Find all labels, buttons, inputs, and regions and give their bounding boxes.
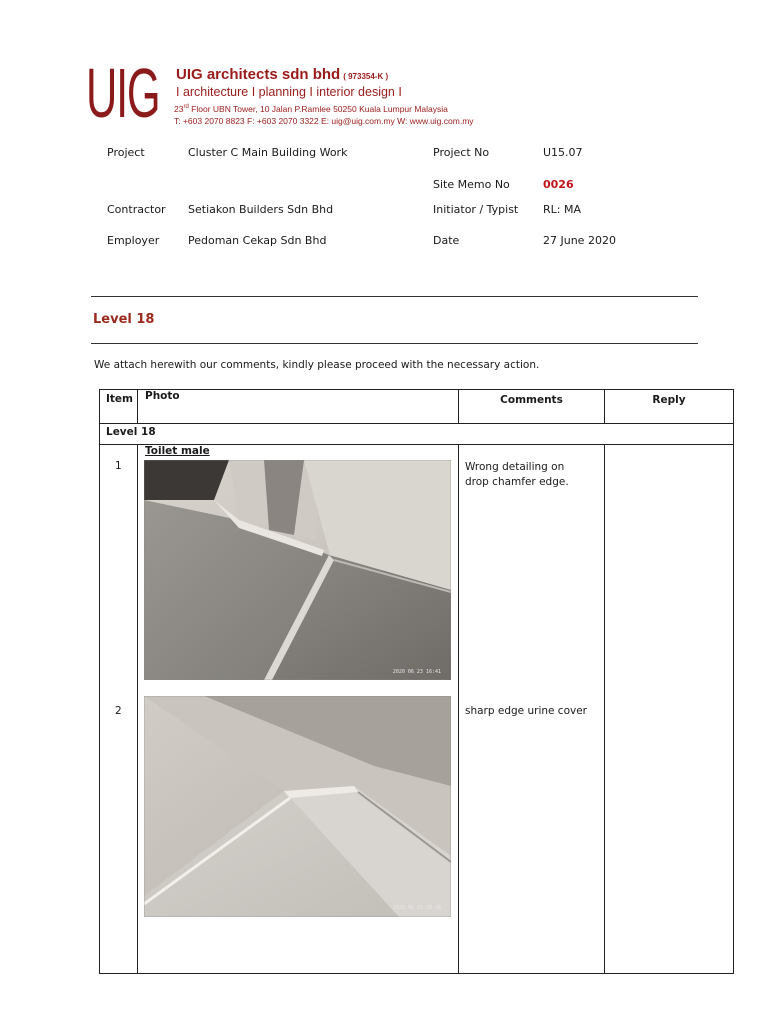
row-1-comment — [465, 460, 569, 490]
employer-value: Pedoman Cekap Sdn Bhd — [188, 234, 327, 247]
site-memo-value: 0026 — [543, 178, 574, 191]
table-border-top — [99, 389, 734, 390]
company-address — [174, 104, 448, 114]
group-label: Level 18 — [106, 426, 156, 438]
initiator-label: Initiator / Typist — [433, 203, 519, 216]
company-tagline: I architecture I planning I interior design I — [176, 85, 402, 99]
contractor-label: Contractor — [107, 203, 166, 216]
address-rest: Floor UBN Tower, 10 Jalan P.Ramlee 50250 Kuala Lumpur Malaysia — [188, 104, 448, 114]
project-label: Project — [107, 146, 145, 159]
address-floor: 23 — [174, 104, 184, 114]
subgroup-label: Toilet male — [145, 445, 210, 457]
company-registration: ( 973354-K ) — [343, 72, 389, 81]
header-comments: Comments — [500, 394, 563, 406]
divider-bottom — [91, 343, 698, 344]
intro-text: We attach herewith our comments, kindly please proceed with the necessary action. — [94, 359, 540, 371]
row-1-photo — [144, 460, 451, 680]
project-no-label: Project No — [433, 146, 490, 159]
project-value: Cluster C Main Building Work — [188, 146, 348, 159]
header-photo: Photo — [145, 390, 180, 402]
header-item: Item — [106, 393, 133, 405]
row-2-photo — [144, 696, 451, 917]
row-1-comment-line-1: Wrong detailing on — [465, 461, 565, 473]
row-1-photo-stamp: 2020 06 23 16:41 — [392, 669, 441, 675]
row-2-item: 2 — [115, 705, 122, 717]
row-2-photo-stamp: 2020 06 23 16:40 — [392, 905, 441, 911]
company-logo: UIG — [86, 54, 160, 132]
header-reply: Reply — [652, 394, 686, 406]
row-1-photo-image — [144, 460, 451, 680]
date-value: 27 June 2020 — [543, 234, 616, 247]
table-divider — [458, 444, 459, 974]
row-2-photo-image — [144, 696, 451, 917]
table-divider — [137, 389, 138, 423]
company-name-text: UIG architects sdn bhd — [176, 66, 341, 83]
section-heading: Level 18 — [93, 312, 155, 327]
company-name — [176, 66, 388, 83]
contractor-value: Setiakon Builders Sdn Bhd — [188, 203, 334, 216]
table-divider — [99, 423, 734, 424]
table-border-left — [99, 389, 100, 974]
row-1-comment-line-2: drop chamfer edge. — [465, 476, 569, 488]
row-2-comment: sharp edge urine cover — [465, 705, 587, 717]
address-floor-suffix: rd — [183, 104, 189, 111]
divider-top — [91, 296, 698, 297]
date-label: Date — [433, 234, 460, 247]
table-border-bottom — [99, 973, 734, 974]
comments-table — [99, 389, 734, 974]
company-contact: T: +603 2070 8823 F: +603 2070 3322 E: uig@uig.com.my W: www.uig.com.my — [174, 116, 474, 126]
table-divider — [604, 444, 605, 974]
row-1-item: 1 — [115, 460, 122, 472]
table-divider — [137, 444, 138, 974]
site-memo-label: Site Memo No — [433, 178, 510, 191]
table-border-right — [733, 389, 734, 974]
project-no-value: U15.07 — [543, 146, 583, 159]
employer-label: Employer — [107, 234, 160, 247]
initiator-value: RL: MA — [543, 203, 581, 216]
